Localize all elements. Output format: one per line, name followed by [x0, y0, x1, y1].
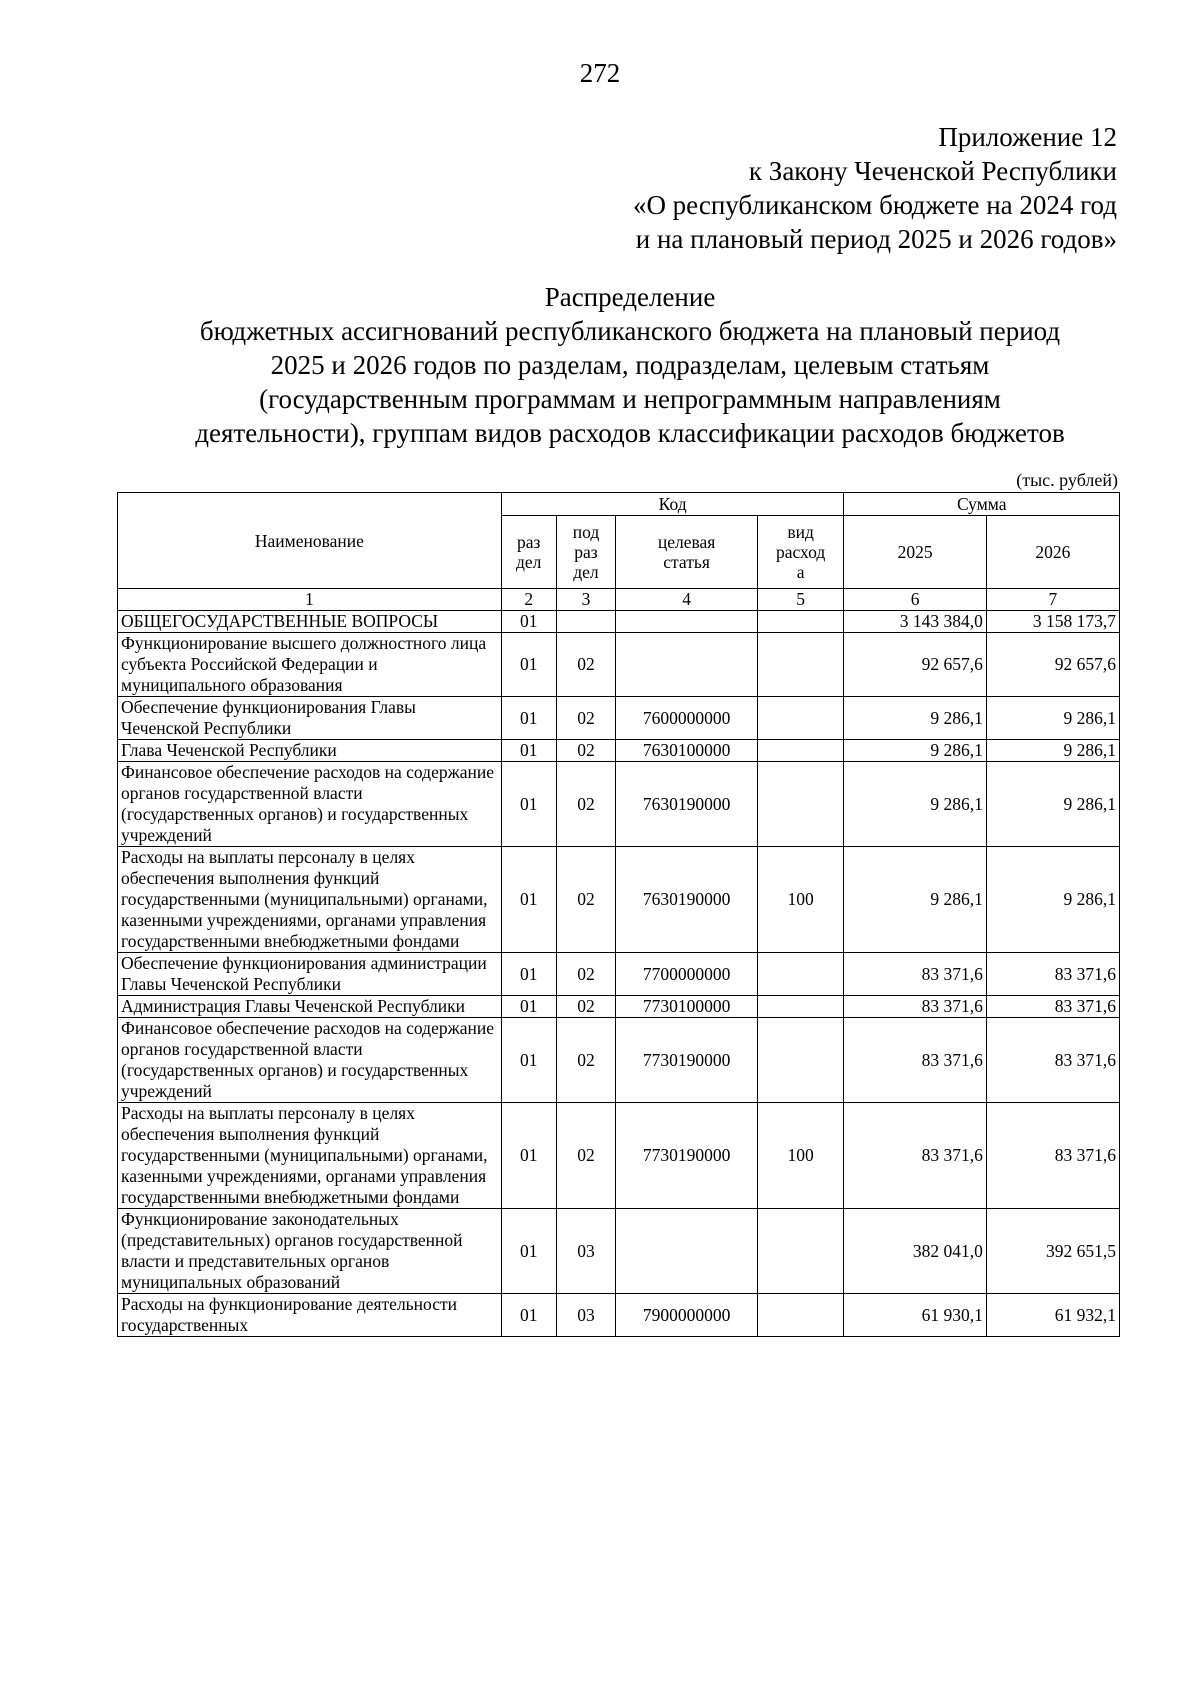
row-sum-2025: 92 657,6	[844, 633, 986, 697]
row-sum-2026: 9 286,1	[986, 697, 1119, 740]
header-vid: вид расход а	[757, 516, 844, 589]
row-podrazdel	[556, 611, 616, 633]
row-sum-2026: 83 371,6	[986, 953, 1119, 996]
row-razdel: 01	[501, 740, 556, 762]
row-statya: 7600000000	[616, 697, 757, 740]
row-razdel: 01	[501, 996, 556, 1018]
header-year-2025: 2025	[844, 516, 986, 589]
row-sum-2025: 83 371,6	[844, 1018, 986, 1103]
row-sum-2026: 9 286,1	[986, 847, 1119, 953]
row-sum-2026: 9 286,1	[986, 740, 1119, 762]
column-numbers-row	[118, 589, 1120, 611]
units-label: (тыс. рублей)	[1016, 470, 1118, 490]
row-vid	[757, 953, 844, 996]
appendix-line: «О республиканском бюджете на 2024 год	[632, 190, 1117, 220]
row-name: Расходы на выплаты персоналу в целях обеспечения выполнения функций государственными (муниципальными) органами, казенными учреждениями, органами управления государственными внебюджетными фондами	[118, 847, 502, 953]
row-razdel: 01	[501, 697, 556, 740]
row-name: Обеспечение функционирования Главы Чеченской Республики	[118, 697, 502, 740]
table-row	[118, 762, 1120, 847]
row-vid	[757, 1018, 844, 1103]
row-sum-2025: 382 041,0	[844, 1209, 986, 1294]
row-podrazdel: 02	[556, 697, 616, 740]
row-podrazdel: 02	[556, 953, 616, 996]
row-podrazdel: 02	[556, 996, 616, 1018]
row-name: Финансовое обеспечение расходов на содержание органов государственной власти (государственных органов) и государственных учреждений	[118, 1018, 502, 1103]
row-name: ОБЩЕГОСУДАРСТВЕННЫЕ ВОПРОСЫ	[118, 611, 502, 633]
row-sum-2025: 3 143 384,0	[844, 611, 986, 633]
header-code: Код	[501, 493, 844, 516]
title-line: (государственным программам и непрограммным направлениям	[259, 384, 1001, 414]
row-sum-2026: 83 371,6	[986, 996, 1119, 1018]
row-razdel: 01	[501, 1209, 556, 1294]
row-name: Обеспечение функционирования администрации Главы Чеченской Республики	[118, 953, 502, 996]
row-vid	[757, 740, 844, 762]
row-podrazdel: 02	[556, 1018, 616, 1103]
header-podrazdel: под раз дел	[556, 516, 616, 589]
row-vid	[757, 633, 844, 697]
row-sum-2025: 9 286,1	[844, 762, 986, 847]
budget-table	[117, 492, 1120, 1337]
row-sum-2025: 83 371,6	[844, 953, 986, 996]
column-number: 4	[616, 589, 757, 611]
row-statya	[616, 1209, 757, 1294]
row-name: Администрация Главы Чеченской Республики	[118, 996, 502, 1018]
row-razdel: 01	[501, 611, 556, 633]
row-sum-2026: 83 371,6	[986, 1018, 1119, 1103]
row-sum-2025: 61 930,1	[844, 1294, 986, 1337]
header-statya: целевая статья	[616, 516, 757, 589]
column-number: 1	[118, 589, 502, 611]
row-name: Финансовое обеспечение расходов на содержание органов государственной власти (государственных органов) и государственных учреждений	[118, 762, 502, 847]
row-razdel: 01	[501, 953, 556, 996]
row-vid	[757, 996, 844, 1018]
row-sum-2025: 83 371,6	[844, 996, 986, 1018]
row-podrazdel: 03	[556, 1209, 616, 1294]
column-number: 2	[501, 589, 556, 611]
row-vid	[757, 697, 844, 740]
header-sum: Сумма	[844, 493, 1120, 516]
appendix-line: и на плановый период 2025 и 2026 годов»	[635, 224, 1117, 254]
row-razdel: 01	[501, 633, 556, 697]
header-year-2026: 2026	[986, 516, 1119, 589]
row-razdel: 01	[501, 1103, 556, 1209]
row-razdel: 01	[501, 762, 556, 847]
title-line: деятельности), группам видов расходов классификации расходов бюджетов	[195, 418, 1065, 448]
title-line: Распределение	[544, 282, 716, 312]
column-number: 6	[844, 589, 986, 611]
page-number: 272	[579, 58, 621, 88]
row-statya: 7630100000	[616, 740, 757, 762]
table-row	[118, 953, 1120, 996]
row-podrazdel: 02	[556, 847, 616, 953]
row-podrazdel: 02	[556, 633, 616, 697]
row-vid	[757, 762, 844, 847]
row-razdel: 01	[501, 1018, 556, 1103]
table-row	[118, 611, 1120, 633]
table-row	[118, 847, 1120, 953]
row-statya: 7730100000	[616, 996, 757, 1018]
row-sum-2025: 9 286,1	[844, 740, 986, 762]
table-header-row	[118, 493, 1120, 516]
row-name: Функционирование законодательных (представительных) органов государственной власти и представительных органов муниципальных образований	[118, 1209, 502, 1294]
row-name: Расходы на выплаты персоналу в целях обеспечения выполнения функций государственными (муниципальными) органами, казенными учреждениями, органами управления государственными внебюджетными фондами	[118, 1103, 502, 1209]
row-name: Расходы на функционирование деятельности государственных	[118, 1294, 502, 1337]
header-razdel: раз дел	[501, 516, 556, 589]
row-sum-2026: 83 371,6	[986, 1103, 1119, 1209]
row-sum-2025: 83 371,6	[844, 1103, 986, 1209]
table-row	[118, 697, 1120, 740]
row-vid	[757, 1294, 844, 1337]
row-vid: 100	[757, 847, 844, 953]
row-sum-2026: 61 932,1	[986, 1294, 1119, 1337]
table-row	[118, 740, 1120, 762]
table-row	[118, 1103, 1120, 1209]
header-name: Наименование	[118, 493, 502, 589]
column-number: 7	[986, 589, 1119, 611]
row-sum-2025: 9 286,1	[844, 847, 986, 953]
row-statya	[616, 633, 757, 697]
appendix-line: к Закону Чеченской Республики	[748, 156, 1117, 186]
table-row	[118, 1209, 1120, 1294]
row-podrazdel: 02	[556, 1103, 616, 1209]
appendix-line: Приложение 12	[938, 122, 1117, 152]
row-statya: 7700000000	[616, 953, 757, 996]
column-number: 5	[757, 589, 844, 611]
row-statya: 7730190000	[616, 1103, 757, 1209]
table-row	[118, 1294, 1120, 1337]
row-statya	[616, 611, 757, 633]
row-podrazdel: 03	[556, 1294, 616, 1337]
table-row	[118, 1018, 1120, 1103]
row-vid	[757, 611, 844, 633]
row-sum-2026: 9 286,1	[986, 762, 1119, 847]
table-row	[118, 633, 1120, 697]
document-title	[100, 280, 1160, 450]
row-sum-2026: 392 651,5	[986, 1209, 1119, 1294]
row-statya: 7630190000	[616, 847, 757, 953]
appendix-heading	[633, 120, 1117, 256]
title-line: 2025 и 2026 годов по разделам, подразделам, целевым статьям	[270, 350, 990, 380]
row-podrazdel: 02	[556, 762, 616, 847]
row-statya: 7730190000	[616, 1018, 757, 1103]
title-line: бюджетных ассигнований республиканского бюджета на плановый период	[199, 316, 1061, 346]
column-number: 3	[556, 589, 616, 611]
row-razdel: 01	[501, 1294, 556, 1337]
row-name: Глава Чеченской Республики	[118, 740, 502, 762]
row-vid: 100	[757, 1103, 844, 1209]
row-razdel: 01	[501, 847, 556, 953]
row-podrazdel: 02	[556, 740, 616, 762]
table-row	[118, 996, 1120, 1018]
row-vid	[757, 1209, 844, 1294]
row-sum-2025: 9 286,1	[844, 697, 986, 740]
row-name: Функционирование высшего должностного лица субъекта Российской Федерации и муниципального образования	[118, 633, 502, 697]
row-sum-2026: 92 657,6	[986, 633, 1119, 697]
row-statya: 7630190000	[616, 762, 757, 847]
row-sum-2026: 3 158 173,7	[986, 611, 1119, 633]
row-statya: 7900000000	[616, 1294, 757, 1337]
